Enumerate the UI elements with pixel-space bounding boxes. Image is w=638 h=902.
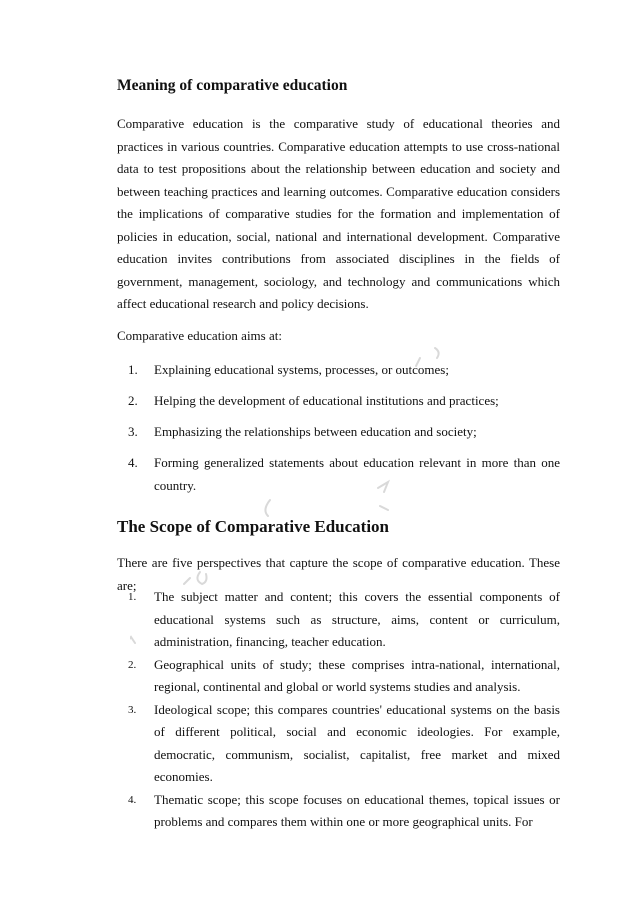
list-item (128, 359, 560, 382)
list-number: 3. (128, 703, 137, 716)
list-item-text: Explaining educational systems, processes, or outcomes; (154, 362, 449, 377)
list-item (128, 421, 560, 444)
list-item-text: Ideological scope; this compares countries' educational systems on the basis of different political, social and economic ideologies. For example, democratic, communism, socialist, capitalist, free market and mixed economies. (154, 701, 560, 784)
list-item (128, 586, 560, 654)
list-item (128, 452, 560, 497)
section-title-scope: The Scope of Comparative Education (117, 517, 389, 536)
list-number: 4. (128, 455, 138, 470)
intro-paragraph: Comparative education is the comparative study of educational theories and practices in various countries. Comparative education attempts to use cross-national data to test propositions about the relationship between education and society and between teaching practices and learning outcomes. Comparative education considers the implications of comparative studies for the formation and implementation of policies in education, social, national and international development. Comparative education invites contributions from associated disciplines in the fields of government, management, sociology, and technology and communications which affect educational research and policy decisions. (117, 116, 560, 311)
list-number: 2. (128, 393, 138, 408)
list-number: 3. (128, 424, 138, 439)
aims-intro: Comparative education aims at: (117, 328, 282, 343)
list-item-text: Forming generalized statements about education relevant in more than one country. (154, 455, 560, 493)
list-item-text: Emphasizing the relationships between education and society; (154, 424, 477, 439)
list-item (128, 390, 560, 413)
list-item-text: Thematic scope; this scope focuses on educational themes, topical issues or problems and compares them within one or more geographical units. For (154, 791, 560, 829)
list-number: 4. (128, 793, 137, 806)
list-item-text: Geographical units of study; these comprises intra-national, international, regional, continental and global or world systems studies and analysis. (154, 656, 560, 694)
perspectives-list (128, 586, 560, 834)
list-item (128, 699, 560, 789)
section-title-meaning: Meaning of comparative education (117, 77, 348, 94)
list-number: 1. (128, 591, 137, 603)
scope-intro: There are five perspectives that capture the scope of comparative education. These are; (117, 555, 560, 593)
aims-list (128, 359, 560, 506)
list-item (128, 789, 560, 834)
list-item-text: Helping the development of educational institutions and practices; (154, 393, 499, 408)
list-item-text: The subject matter and content; this covers the essential components of educational systems such as structure, aims, content or curriculum, administration, financing, teacher education. (154, 589, 560, 649)
list-item (128, 654, 560, 699)
list-number: 1. (128, 362, 138, 377)
list-number: 2. (128, 658, 137, 671)
